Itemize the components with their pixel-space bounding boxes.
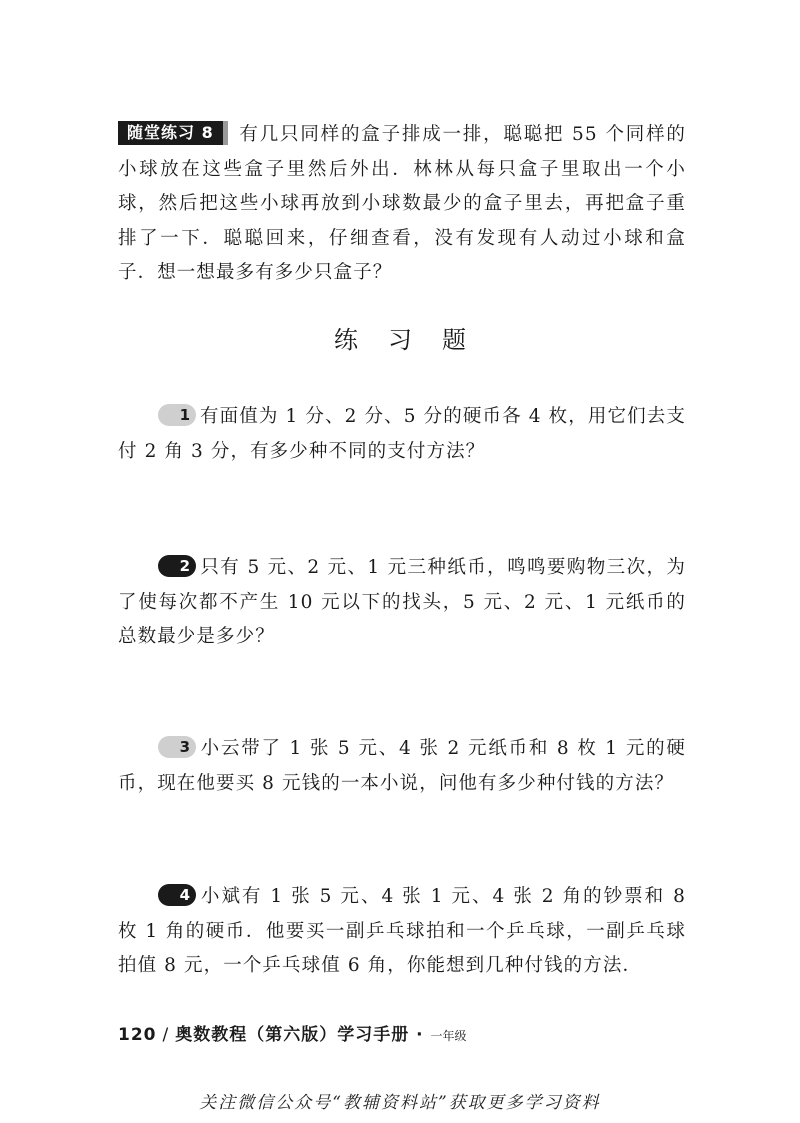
problem-1 xyxy=(118,400,686,469)
footer-separator: / xyxy=(162,1025,170,1045)
problem-number-badge: 2 xyxy=(158,555,196,577)
practice-text: 有几只同样的盒子排成一排，聪聪把 55 个同样的小球放在这些盒子里然后外出．林林从每只盒子里取出一个小球，然后把这些小球再放到小球数最少的盒子里去，再把盒子重排了一下．聪聪回来，仔细查看，没有发现有人动过小球和盒子．想一想最多有多少只盒子？ xyxy=(118,124,686,283)
problem-4 xyxy=(118,880,686,984)
page-number: 120 xyxy=(118,1025,157,1045)
problem-2 xyxy=(118,551,686,655)
practice-exercise xyxy=(118,118,686,291)
page-footer xyxy=(118,1020,467,1045)
book-title: 奥数教程（第六版）学习手册 xyxy=(175,1025,410,1045)
footer-dot: · xyxy=(416,1025,424,1045)
problem-number-badge: 4 xyxy=(158,884,196,906)
problem-text: 有面值为 1 分、2 分、5 分的硬币各 4 枚，用它们去支付 2 角 3 分，有多少种不同的支付方法？ xyxy=(118,406,686,462)
problem-text: 只有 5 元、2 元、1 元三种纸币，鸣鸣要购物三次，为了使每次都不产生 10 元以下的找头，5 元、2 元、1 元纸币的总数最少是多少？ xyxy=(118,557,686,647)
problem-number-badge: 1 xyxy=(158,404,196,426)
problem-3 xyxy=(118,732,686,801)
problem-text: 小斌有 1 张 5 元、4 张 1 元、4 张 2 角的钞票和 8 枚 1 角的硬币．他要买一副乒乓球拍和一个乒乓球，一副乒乓球拍值 8 元，一个乒乓球值 6 角，你能想到几种付钱的方法． xyxy=(118,886,686,976)
practice-tag: 随堂练习 8 xyxy=(118,121,223,145)
problem-text: 小云带了 1 张 5 元、4 张 2 元纸币和 8 枚 1 元的硬币，现在他要买 8 元钱的一本小说，问他有多少种付钱的方法？ xyxy=(118,738,686,794)
section-title: 练习题 xyxy=(334,326,496,354)
watermark-text: 关注微信公众号“教辅资料站”获取更多学习资料 xyxy=(199,1093,601,1113)
problem-number-badge: 3 xyxy=(158,736,196,758)
grade-label: 一年级 xyxy=(430,1029,467,1043)
